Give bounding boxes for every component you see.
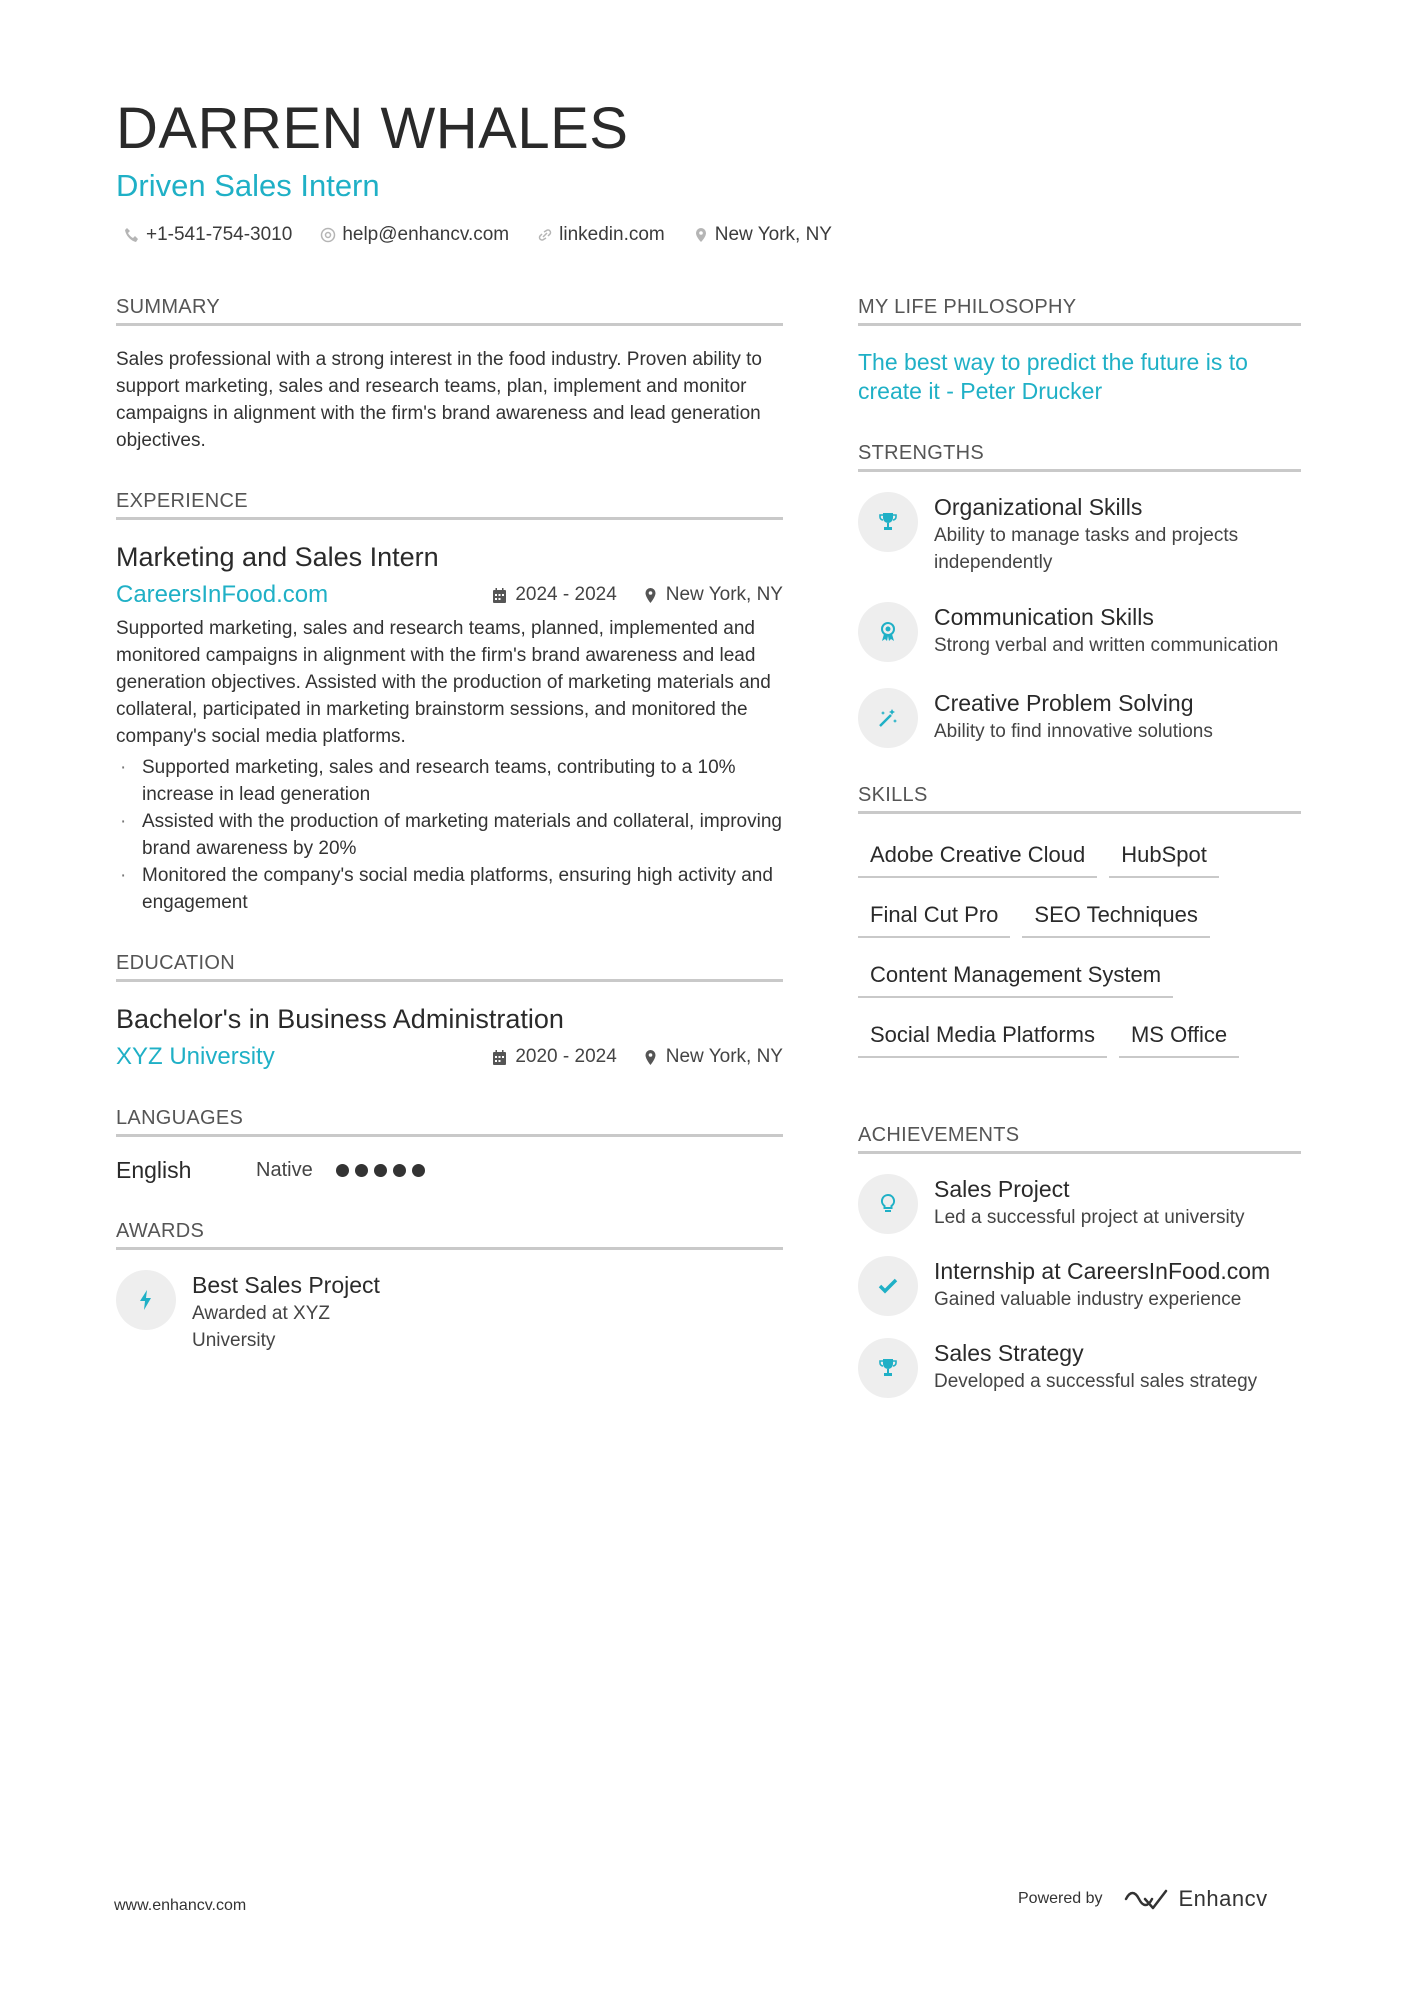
skill-tag: Content Management System (858, 952, 1173, 998)
achievement-icon-circle (858, 1174, 918, 1234)
link-icon (537, 227, 553, 243)
contact-bar (124, 224, 832, 246)
lightbulb-icon (876, 1192, 900, 1216)
philosophy-heading: MY LIFE PHILOSOPHY (858, 296, 1301, 326)
achievement-icon-circle (858, 1256, 918, 1316)
job-title: Marketing and Sales Intern (116, 542, 439, 572)
language-rating (336, 1164, 425, 1177)
achievement-desc: Gained valuable industry experience (934, 1289, 1242, 1310)
achievements-section (858, 1124, 1301, 1398)
job-description: Supported marketing, sales and research teams, planned, implemented and monitored campaigns in alignment with the firm's brand awareness and lead generation objectives. Assisted with the production of marketing materials and collateral, participated in marketing brainstorm sessions, and monitored the company's social media platforms. (116, 618, 771, 747)
location-pin-icon (643, 1049, 658, 1066)
trophy-icon (876, 1356, 900, 1380)
trophy-icon (876, 510, 900, 534)
achievement-title: Sales Strategy (934, 1340, 1084, 1366)
skills-section (858, 784, 1301, 1072)
rating-dot (355, 1164, 368, 1177)
bolt-icon (134, 1288, 158, 1312)
skills-heading: SKILLS (858, 784, 1301, 814)
strength-icon-circle (858, 602, 918, 662)
award-icon-circle (116, 1270, 176, 1330)
resume-role: Driven Sales Intern (116, 168, 380, 203)
experience-section (116, 490, 783, 916)
languages-section (116, 1107, 783, 1184)
award-item (116, 1270, 783, 1354)
education-location: New York, NY (643, 1046, 783, 1068)
achievement-title: Sales Project (934, 1176, 1070, 1202)
strength-title: Communication Skills (934, 604, 1154, 630)
education-meta (116, 1043, 783, 1071)
rating-dot (412, 1164, 425, 1177)
job-company: CareersInFood.com (116, 581, 329, 608)
job-meta (116, 581, 783, 609)
powered-by-label: Powered by (1018, 1890, 1103, 1907)
location-pin-icon (643, 587, 658, 604)
achievement-icon-circle (858, 1338, 918, 1398)
rating-dot (393, 1164, 406, 1177)
achievement-title: Internship at CareersInFood.com (934, 1258, 1271, 1284)
skill-tag: HubSpot (1109, 832, 1219, 878)
education-section (116, 952, 783, 1071)
contact-link[interactable]: linkedin.com (537, 224, 665, 246)
philosophy-quote: The best way to predict the future is to create it - Peter Drucker (858, 349, 1248, 404)
language-name: English (116, 1157, 192, 1183)
education-dates: 2020 - 2024 (492, 1046, 616, 1068)
languages-heading: LANGUAGES (116, 1107, 783, 1137)
summary-section (116, 296, 783, 454)
rating-dot (336, 1164, 349, 1177)
checkmark-icon (876, 1274, 900, 1298)
strength-title: Creative Problem Solving (934, 690, 1194, 716)
footer-website[interactable]: www.enhancv.com (114, 1897, 247, 1914)
job-dates: 2024 - 2024 (492, 584, 616, 606)
skill-tag: SEO Techniques (1022, 892, 1209, 938)
job-bullet: · Monitored the company's social media platforms, ensuring high activity and engagement (116, 862, 783, 916)
strength-item (858, 688, 1301, 748)
language-row (116, 1157, 783, 1184)
achievement-desc: Led a successful project at university (934, 1207, 1245, 1228)
location-pin-icon (693, 227, 709, 243)
degree-title: Bachelor's in Business Administration (116, 1004, 564, 1034)
achievements-heading: ACHIEVEMENTS (858, 1124, 1301, 1154)
calendar-icon (492, 1049, 507, 1066)
achievement-item (858, 1256, 1301, 1316)
skill-tag: Social Media Platforms (858, 1012, 1107, 1058)
strength-desc: Ability to find innovative solutions (934, 721, 1213, 742)
enhancv-logo[interactable]: Enhancv (1123, 1886, 1268, 1912)
at-icon (320, 227, 336, 243)
contact-email[interactable]: help@enhancv.com (320, 224, 509, 246)
achievement-item (858, 1174, 1301, 1234)
summary-text: Sales professional with a strong interest in the food industry. Proven ability to support marketing, sales and research teams, plan, implement and monitor campaigns in alignment with the firm's brand awareness and lead generation objectives. (116, 349, 762, 451)
strengths-section (858, 442, 1301, 748)
strengths-heading: STRENGTHS (858, 442, 1301, 472)
skill-tag: Final Cut Pro (858, 892, 1010, 938)
award-desc: Awarded at XYZ University (192, 1303, 331, 1351)
enhancv-logo-icon (1123, 1887, 1169, 1911)
rating-dot (374, 1164, 387, 1177)
strength-title: Organizational Skills (934, 494, 1143, 520)
job-bullet: · Assisted with the production of marketing materials and collateral, improving brand awareness by 20% (116, 808, 783, 862)
job-bullets (116, 754, 783, 916)
contact-phone: +1-541-754-3010 (124, 224, 292, 246)
footer-branding (1018, 1886, 1268, 1912)
right-column (858, 296, 1301, 1434)
philosophy-section (858, 296, 1301, 406)
left-column (116, 296, 783, 1390)
strength-item (858, 492, 1301, 576)
job-bullet: · Supported marketing, sales and research teams, contributing to a 10% increase in lead generation (116, 754, 783, 808)
strength-icon-circle (858, 688, 918, 748)
strength-desc: Ability to manage tasks and projects independently (934, 525, 1239, 573)
award-title: Best Sales Project (192, 1272, 380, 1298)
calendar-icon (492, 587, 507, 604)
job-location: New York, NY (643, 584, 783, 606)
achievement-item (858, 1338, 1301, 1398)
experience-heading: EXPERIENCE (116, 490, 783, 520)
awards-section (116, 1220, 783, 1354)
award-ribbon-icon (876, 620, 900, 644)
summary-heading: SUMMARY (116, 296, 783, 326)
strength-icon-circle (858, 492, 918, 552)
skills-list (858, 832, 1301, 1072)
magic-wand-icon (876, 706, 900, 730)
strength-item (858, 602, 1301, 662)
education-heading: EDUCATION (116, 952, 783, 982)
strength-desc: Strong verbal and written communication (934, 635, 1279, 656)
resume-name: DARREN WHALES (116, 96, 629, 161)
contact-location: New York, NY (693, 224, 832, 246)
school-name: XYZ University (116, 1043, 275, 1070)
awards-heading: AWARDS (116, 1220, 783, 1250)
skill-tag: MS Office (1119, 1012, 1239, 1058)
language-level: Native (256, 1159, 313, 1181)
skill-tag: Adobe Creative Cloud (858, 832, 1097, 878)
achievement-desc: Developed a successful sales strategy (934, 1371, 1258, 1392)
phone-icon (124, 227, 140, 243)
